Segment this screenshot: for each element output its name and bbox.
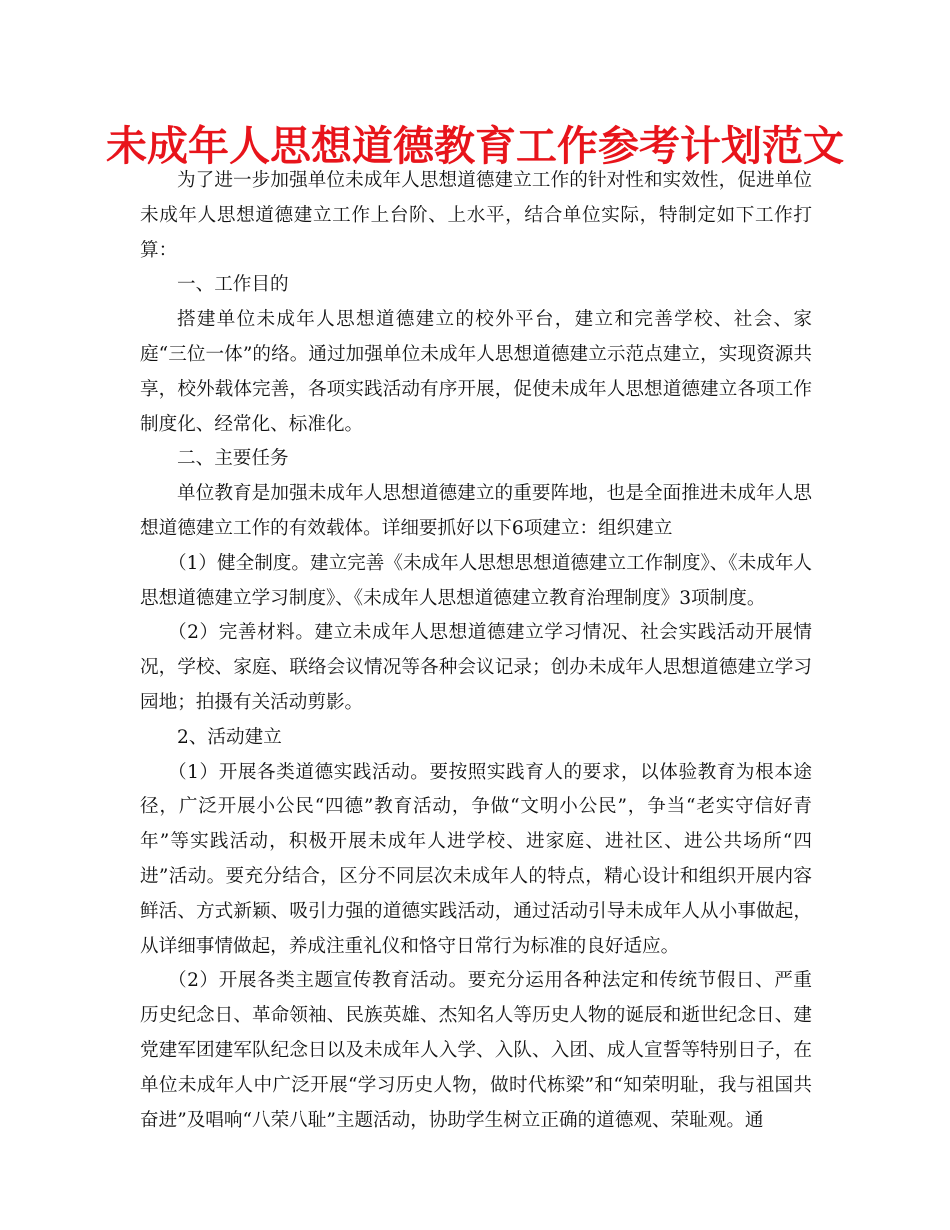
heading-activity-building: 2、活动建立 bbox=[177, 726, 282, 748]
heading-work-goal: 一、工作目的 bbox=[177, 274, 289, 296]
paragraph-main-tasks: 单位教育是加强未成年人思想道德建立的重要阵地，也是全面推进未成年人思想道德建立工作的有效载体。详细要抓好以下6项建立：组织建立 bbox=[140, 483, 812, 539]
heading-main-tasks: 二、主要任务 bbox=[177, 448, 289, 470]
paragraph-item-1-1: （1）健全制度。建立完善《未成年人思想思想道德建立工作制度》、《未成年人思想道德建立学习制度》、《未成年人思想道德建立教育治理制度》3项制度。 bbox=[140, 552, 813, 609]
paragraph-item-2-2: （2）开展各类主题宣传教育活动。要充分运用各种法定和传统节假日、严重历史纪念日、革命领袖、民族英雄、杰知名人等历史人物的诞辰和逝世纪念日、建党建军团建军队纪念日以及未成年人入学、入队、入团、成人宣誓等特别日子，在单位未成年人中广泛开展“学习历史人物，做时代栋梁”和“知荣明耻，我与祖国共奋进”及唱响“八荣八耻”主题活动，协助学生树立正确的道德观、荣耻观。通 bbox=[140, 970, 812, 1131]
paragraph-item-2-1: （1）开展各类道德实践活动。要按照实践育人的要求，以体验教育为根本途径，广泛开展小公民“四德”教育活动，争做“文明小公民”，争当“老实守信好青年”等实践活动，积极开展未成年人进学校、进家庭、进社区、进公共场所“四进”活动。要充分结合，区分不同层次未成年人的特点，精心设计和组织开展内容鲜活、方式新颖、吸引力强的道德实践活动，通过活动引导未成年人从小事做起，从详细事情做起，养成注重礼仪和恪守日常行为标准的良好适应。 bbox=[140, 761, 812, 957]
paragraph-work-goal: 搭建单位未成年人思想道德建立的校外平台，建立和完善学校、社会、家庭“三位一体”的络。通过加强单位未成年人思想道德建立示范点建立，实现资源共享，校外载体完善，各项实践活动有序开展，促使未成年人思想道德建立各项工作制度化、经常化、标准化。 bbox=[140, 309, 812, 435]
paragraph-item-1-2: （2）完善材料。建立未成年人思想道德建立学习情况、社会实践活动开展情况，学校、家庭、联络会议情况等各种会议记录；创办未成年人思想道德建立学习园地；拍摄有关活动剪影。 bbox=[140, 622, 812, 713]
document-body bbox=[140, 164, 812, 1138]
paragraph-intro: 为了进一步加强单位未成年人思想道德建立工作的针对性和实效性，促进单位未成年人思想道德建立工作上台阶、上水平，结合单位实际，特制定如下工作打算： bbox=[140, 170, 812, 261]
document-title: 未成年人思想道德教育工作参考计划范文 bbox=[106, 122, 844, 170]
